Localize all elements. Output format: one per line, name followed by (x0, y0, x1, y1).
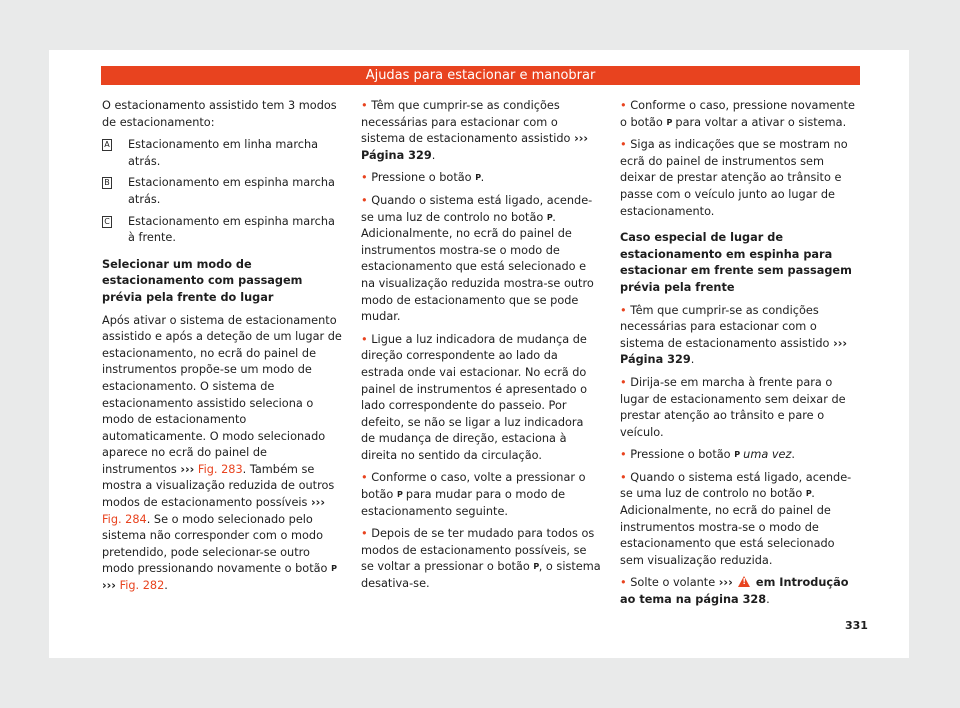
page-link[interactable]: Página 329 (620, 353, 691, 367)
bullet-icon: • (620, 470, 627, 484)
park-button-icon: P (533, 562, 539, 572)
page-link[interactable]: em Introdução ao tema na página 328 (620, 576, 849, 607)
page-link[interactable]: Página 329 (361, 148, 432, 162)
bullet-item: • Têm que cumprir-se as condições necessárias para estacionar com o sistema de estacionamento assistido ››› Página 329. (361, 99, 589, 162)
section-heading: Selecionar um modo de estacionamento com passagem prévia pela frente do lugar (102, 257, 303, 304)
bullet-icon: • (620, 375, 627, 389)
arrow-icon: ››› (102, 579, 116, 593)
bullet-item: • Quando o sistema está ligado, acende-se uma luz de controlo no botão P. Adicionalmente, no ecrã do painel de instrumentos mostra-se o modo de estacionamento que está selecionado e na visualização reduzida mostra-se outro modo de estacionamento que se pode mudar. (361, 193, 594, 324)
column-2 (361, 98, 601, 599)
bullet-item: • Pressione o botão P uma vez. (620, 447, 860, 464)
warning-icon (738, 576, 750, 587)
bullet-item: • Solte o volante ››› ! em Introdução ao tema na página 328. (620, 575, 860, 608)
arrow-icon: ››› (180, 462, 195, 476)
paragraph: Após ativar o sistema de estacionamento assistido e após a deteção de um lugar de estacionamento, no ecrã do painel de instrumentos propõe-se um modo de estacionamento. O sistema de estacionamento assistido seleciona o modo de estacionamento automaticamente. O modo selecionado aparece no ecrã do painel de instrumentos ››› Fig. 283. Também se mostra a visualização reduzida de outros modos de estacionamento possíveis ››› Fig. 284. Se o modo selecionado pelo sistema não corresponder com o modo pretendido, pode selecionar-se outro modo pressionando novamente o botão P ››› Fig. 282. (102, 313, 342, 593)
bullet-icon: • (361, 99, 368, 112)
bullet-icon: • (361, 171, 368, 185)
mode-item-b: B Estacionamento em espinha marcha atrás. (102, 175, 342, 208)
bullet-item: • Conforme o caso, pressione novamente o botão P para voltar a ativar o sistema. (620, 98, 860, 131)
park-button-icon: P (396, 490, 403, 500)
bullet-icon: • (361, 527, 368, 541)
bullet-item: • Quando o sistema está ligado, acende-se uma luz de controlo no botão P. Adicionalmente, no ecrã do painel de instrumentos mostra-se o modo de estacionamento que está selecionado sem visualização reduzida. (620, 470, 852, 567)
park-button-icon: P (805, 489, 812, 499)
arrow-icon: ››› (311, 496, 325, 510)
bullet-item: • Têm que cumprir-se as condições necessárias para estacionar com o sistema de estacionamento assistido ››› Página 329. (620, 303, 848, 367)
section-heading: Caso especial de lugar de estacionamento em espinha para estacionar em frente sem passagem prévia pela frente (620, 231, 852, 294)
chapter-header: Ajudas para estacionar e manobrar (101, 66, 860, 85)
park-button-icon: P (331, 564, 337, 574)
arrow-icon: ››› (718, 576, 733, 590)
figure-link[interactable]: Fig. 283 (197, 462, 243, 476)
bullet-item: • Dirija-se em marcha à frente para o lugar de estacionamento sem deixar de prestar atenção ao trânsito e pare o veículo. (620, 375, 846, 439)
label-b-icon: B (102, 177, 112, 189)
bullet-icon: • (620, 138, 627, 152)
label-c-icon: C (102, 216, 112, 228)
bullet-item: • Ligue a luz indicadora de mudança de direção correspondente ao lado da estrada onde vai estacionar. No ecrã do painel de instrumentos é apresentado o lado correspondente do passeio. Por defeito, se não se ligar a luz indicadora de mudança de direção, estaciona à direita no sentido da circulação. (361, 332, 588, 462)
mode-item-c: C Estacionamento em espinha marcha à frente. (102, 214, 342, 247)
bullet-item: • Pressione o botão P. (361, 170, 601, 187)
arrow-icon: ››› (574, 132, 589, 146)
park-button-icon: P (546, 212, 553, 222)
bullet-icon: • (620, 99, 627, 112)
bullet-icon: • (620, 303, 627, 317)
figure-link[interactable]: Fig. 284 (102, 512, 147, 526)
intro-text: O estacionamento assistido tem 3 modos de estacionamento: (102, 99, 337, 129)
bullet-item: • Conforme o caso, volte a pressionar o botão P para mudar para o modo de estacionamento seguinte. (361, 471, 586, 518)
park-button-icon: P (475, 173, 481, 183)
column-3 (620, 98, 860, 615)
bullet-icon: • (620, 448, 627, 462)
mode-item-a: A Estacionamento em linha marcha atrás. (102, 137, 342, 170)
bullet-icon: • (361, 471, 368, 485)
bullet-item: • Siga as indicações que se mostram no ecrã do painel de instrumentos sem deixar de prestar atenção ao trânsito e passe com o veículo junto ao lugar de estacionamento. (620, 138, 848, 218)
park-button-icon: P (666, 117, 672, 127)
bullet-icon: • (361, 332, 368, 346)
figure-link[interactable]: Fig. 282 (119, 579, 165, 593)
arrow-icon: ››› (833, 336, 848, 350)
bullet-icon: • (361, 193, 368, 207)
page-number: 331 (845, 619, 868, 632)
column-1 (102, 98, 342, 601)
bullet-item: • Depois de se ter mudado para todos os modos de estacionamento possíveis, se se voltar a pressionar o botão P, o sistema desativa-se. (361, 527, 601, 591)
bullet-icon: • (620, 576, 627, 590)
label-a-icon: A (102, 139, 112, 151)
park-button-icon: P (734, 450, 740, 460)
